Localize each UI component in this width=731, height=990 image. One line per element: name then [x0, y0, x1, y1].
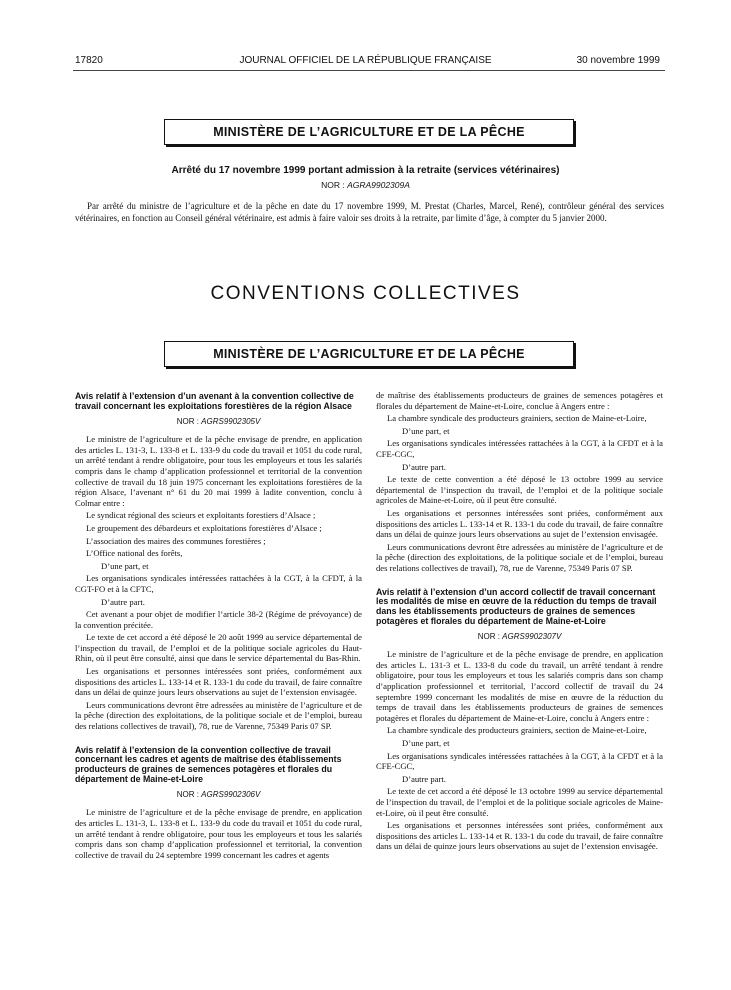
avis3-title: Avis relatif à l’extension d’un accord collectif de travail concernant les modalités de mise en œuvre de la réduction du temps de travail dans les établissements producteurs de graines de semences potagères et florales du département de Maine-et-Loire: [376, 586, 657, 626]
avis2-para: La chambre syndicale des producteurs grainiers, section de Maine-et-Loire,: [387, 413, 647, 424]
nor-label: NOR :: [477, 631, 500, 641]
avis1-para: Les organisations syndicales intéressées rattachées à la CGT, à la CFDT, à la CGT-FO et à la CFTC,: [75, 573, 362, 594]
avis1-para: Le ministre de l’agriculture et de la pêche envisage de prendre, en application des articles L. 131-3, L. 133-8 et L. 133-9 du code du travail et 1051 du code rural, un arrêté tendant à rendre obligatoire, pour tous les employeurs et tous les salariés compris dans le champ d’application professionnel et territorial de la convention collective de travail du 18 juin 1975 concernant les exploitations forestières de la région Alsace, l’avenant n° 61 du 20 mai 1999 à ladite convention, conclu à Colmar entre :: [75, 434, 362, 508]
avis2-nor: [75, 790, 362, 801]
section-gap: [376, 576, 663, 588]
section-title: CONVENTIONS COLLECTIVES: [210, 283, 521, 304]
avis1-para: L’Office national des forêts,: [86, 548, 183, 559]
avis2-para: Les organisations syndicales intéressées rattachées à la CGT, à la CFDT et à la CFE-CGC,: [376, 438, 663, 459]
ministry-heading-2: MINISTÈRE DE L’AGRICULTURE ET DE LA PÊCHE: [164, 341, 574, 367]
avis2-title: Avis relatif à l’extension de la convention collective de travail concernant les cadres et agents de maîtrise des établissements producteurs de graines de semences potagères et florales du département de Maine-et-Loire: [75, 744, 342, 785]
avis1-para: Le texte de cet accord a été déposé le 20 août 1999 au service départemental de l’inspection du travail, de l’emploi et de la politique sociale agricoles du Haut-Rhin, où il peut être consulté, ainsi que dans le service départemental du Bas-Rhin.: [75, 632, 362, 664]
avis3-para: Le texte de cet accord a été déposé le 13 octobre 1999 au service départemental de l’inspection du travail, de l’emploi et de la politique sociale agricoles de Maine-et-Loire, où il peut être consulté.: [376, 786, 663, 818]
nor-code: AGRS9902306V: [201, 789, 261, 799]
nor-code: AGRS9902305V: [201, 416, 261, 426]
avis2-para: D’autre part.: [402, 461, 446, 472]
avis3-para: Les organisations et personnes intéressées sont priées, conformément aux dispositions des articles L. 133-14 et R. 133-1 du code du travail, de faire connaître dans un délai de quinze jours leurs observations au sujet de l’extension envisagée.: [376, 820, 663, 852]
avis2-para: Le ministre de l’agriculture et de la pêche envisage de prendre, en application des articles L. 131-3, L. 133-8 et L. 133-9 du code du travail et 1051 du code rural, un arrêté tendant à rendre obligatoire, pour tous les employeurs et tous les salariés compris dans son champ d’application professionnel et territorial, la convention collective de travail du 24 septembre 1999 concernant les cadres et agents: [75, 807, 362, 860]
journal-title: JOURNAL OFFICIEL DE LA RÉPUBLIQUE FRANÇAISE: [239, 55, 492, 66]
avis1-para: D’autre part.: [101, 596, 145, 607]
issue-date: 30 novembre 1999: [576, 55, 660, 66]
avis3-para: Le ministre de l’agriculture et de la pêche envisage de prendre, en application des articles L. 131-3 et L. 133-8 du code du travail, un arrêté tendant à rendre obligatoire, pour tous les employeurs et tous les salariés compris dans son champ d’application professionnel et territorial, l’accord collectif de travail du 24 septembre 1999 concernant les modalités de mise en œuvre de la réduction du temps de travail dans les établissements producteurs de graines de semences potagères et florales du département de Maine-et-Loire, conclu à Angers entre :: [376, 649, 663, 723]
avis2-para: Leurs communications devront être adressées au ministère de l’agriculture et de la pêche (direction des exploitations, de la politique sociale et de l’emploi, bureau des relations collectives de travail), 78, rue de Varenne, 75349 Paris 07 SP.: [376, 541, 663, 573]
ministry-heading: MINISTÈRE DE L’AGRICULTURE ET DE LA PÊCHE: [164, 119, 574, 145]
arrete-title: Arrêté du 17 novembre 1999 portant admission à la retraite (services vétérinaires): [171, 165, 560, 176]
avis2-para: D’une part, et: [402, 425, 450, 436]
avis1-title: Avis relatif à l’extension d’un avenant à la convention collective de travail concernant les exploitations forestières de la région Alsace: [75, 391, 354, 411]
avis1-nor: [75, 417, 362, 428]
nor-code: AGRA9902309A: [347, 180, 410, 190]
nor-label: NOR :: [321, 180, 345, 190]
nor-code: AGRS9902307V: [502, 631, 562, 641]
avis2-para: de maîtrise des établissements producteurs de graines de semences potagères et florales du département de Maine-et-Loire, conclue à Angers entre :: [376, 390, 663, 411]
arrete-nor: [0, 180, 731, 190]
nor-label: NOR :: [176, 416, 199, 426]
avis3-nor: [376, 632, 663, 643]
page-number: 17820: [75, 55, 103, 66]
avis1-para: Les organisations et personnes intéressées sont priées, conformément aux dispositions des articles L. 133-14 et R. 133-1 du code du travail, de faire connaître dans un délai de quinze jours leurs observations au sujet de l’extension envisagée.: [75, 666, 362, 698]
avis2-para: Le texte de cette convention a été déposé le 13 octobre 1999 au service départemental de l’inspection du travail, de l’emploi et de la politique sociale agricoles de Maine-et-Loire, où il peut être consulté.: [376, 474, 663, 506]
avis3-para: Les organisations syndicales intéressées rattachées à la CGT, à la CFDT et à la CFE-CGC,: [376, 750, 663, 772]
column-left: [75, 392, 362, 862]
avis1-para: D’une part, et: [101, 560, 149, 571]
avis1-para: Le groupement des débardeurs et exploitations forestières d’Alsace ;: [86, 522, 322, 533]
avis3-para: La chambre syndicale des producteurs grainiers, section de Maine-et-Loire,: [387, 725, 647, 736]
section-gap: [75, 734, 362, 746]
avis3-para: D’une part, et: [402, 738, 450, 749]
avis1-para: Cet avenant a pour objet de modifier l’article 38-2 (Régime de prévoyance) de la convention précitée.: [75, 609, 362, 630]
avis1-para: Leurs communications devront être adressées au ministère de l’agriculture et de la pêche (direction des exploitations, de la politique sociale et de l’emploi, bureau des relations collectives de travail), 78, rue de Varenne, 75349 Paris 07 SP.: [75, 699, 362, 732]
avis3-para: D’autre part.: [402, 773, 446, 784]
header-rule: [73, 70, 665, 71]
avis1-para: Le syndicat régional des scieurs et exploitants forestiers d’Alsace ;: [86, 510, 316, 521]
nor-label: NOR :: [176, 789, 199, 799]
avis1-para: L’association des maires des communes forestières ;: [86, 535, 266, 546]
arrete-body: Par arrêté du ministre de l’agriculture et de la pêche en date du 17 novembre 1999, M. Prestat (Charles, Marcel, René), contrôleur général des services vétérinaires, en fonction au Conseil général vétérinaire, est admis à faire valoir ses droits à la retraite, par limite d’âge, à compter du 5 janvier 2000.: [75, 201, 664, 223]
column-right: [376, 390, 663, 854]
avis2-para: Les organisations et personnes intéressées sont priées, conformément aux dispositions des articles L. 133-14 et R. 133-1 du code du travail, de faire connaître dans un délai de quinze jours leurs observations au sujet de l’extension envisagée.: [376, 507, 663, 540]
